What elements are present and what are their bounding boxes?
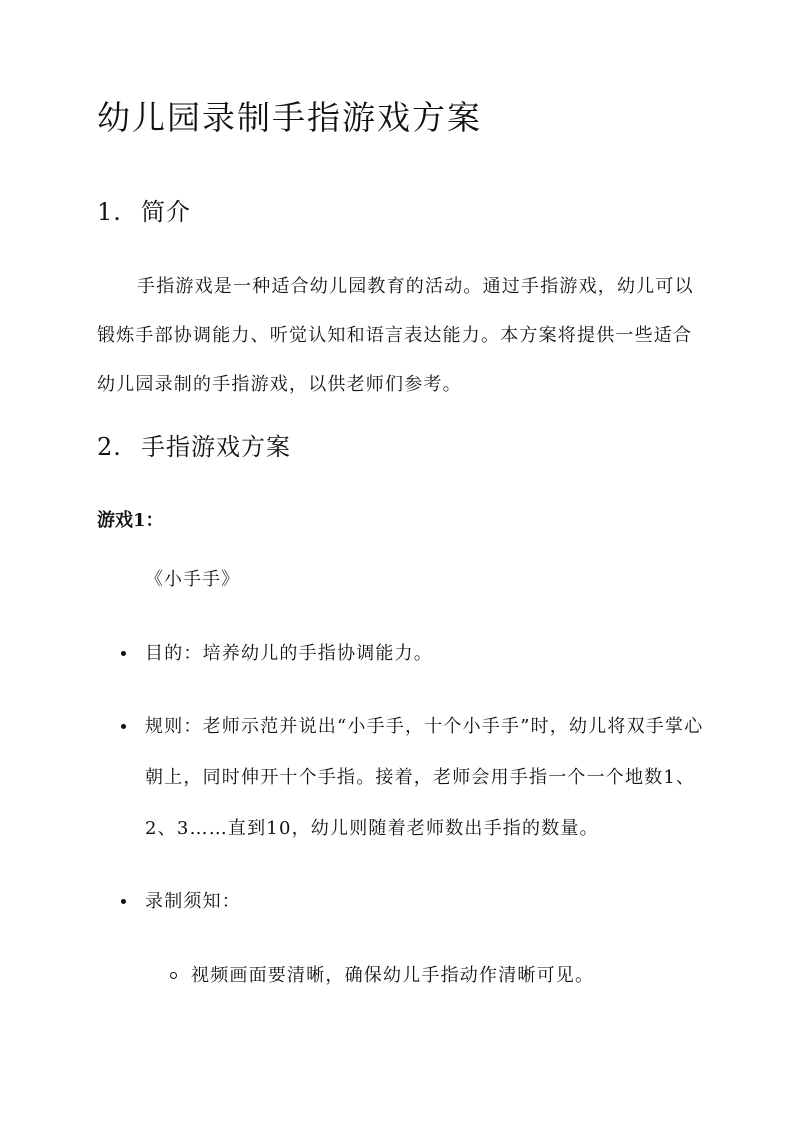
sub-list-item-text: 视频画面要清晰，确保幼儿手指动作清晰可见。 bbox=[191, 965, 595, 986]
game-name: 《小手手》 bbox=[145, 569, 240, 590]
list-item-text: 录制须知： bbox=[145, 891, 241, 912]
list-item-rules bbox=[97, 701, 707, 854]
section-heading-intro bbox=[97, 196, 191, 228]
list-item-text: 规则：老师示范并说出“小手手，十个小手手”时，幼儿将双手掌心朝上，同时伸开十个手指。接着，老师会用手指一个一个地数1、2、3……直到10，幼儿则随着老师数出手指的数量。 bbox=[145, 716, 704, 839]
document-title: 幼儿园录制手指游戏方案 bbox=[97, 98, 482, 137]
section-title: 简介 bbox=[141, 198, 191, 226]
section-heading-plan bbox=[97, 431, 291, 463]
sub-list-item bbox=[165, 962, 594, 990]
section-number: 2. bbox=[97, 433, 122, 461]
section-title: 手指游戏方案 bbox=[141, 433, 291, 461]
filled-dot-icon bbox=[121, 899, 126, 904]
game-label: 游戏1： bbox=[97, 510, 164, 531]
list-item-recording-notes bbox=[97, 876, 707, 927]
recording-notes-list bbox=[165, 962, 594, 990]
section-number: 1. bbox=[97, 198, 122, 226]
filled-dot-icon bbox=[121, 651, 126, 656]
game-details-list bbox=[97, 628, 707, 949]
list-item-purpose bbox=[97, 628, 707, 679]
intro-paragraph: 手指游戏是一种适合幼儿园教育的活动。通过手指游戏，幼儿可以锻炼手部协调能力、听觉认知和语言表达能力。本方案将提供一些适合幼儿园录制的手指游戏，以供老师们参考。 bbox=[97, 276, 694, 395]
hollow-circle-icon bbox=[170, 972, 177, 979]
list-item-text: 目的：培养幼儿的手指协调能力。 bbox=[145, 643, 433, 664]
filled-dot-icon bbox=[121, 724, 126, 729]
